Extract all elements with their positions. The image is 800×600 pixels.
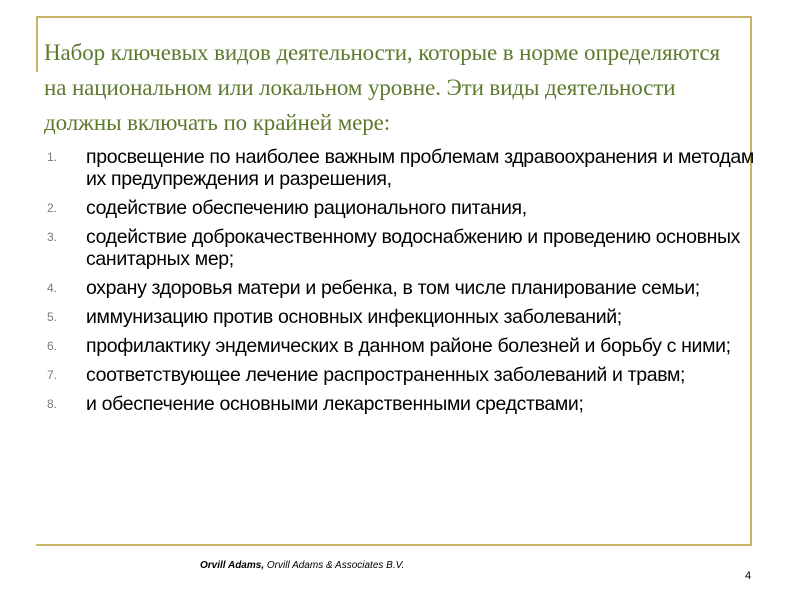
list-item-text: просвещение по наиболее важным проблемам здравоохранения и методам их предупреждения и разрешения, [86,146,754,190]
list-item [44,197,769,219]
activity-list [44,146,769,422]
list-item-text: содействие обеспечению рационального питания, [86,197,527,219]
list-item-text: охрану здоровья матери и ребенка, в том числе планирование семьи; [86,277,700,299]
frame-left-line [36,16,38,72]
page-number: 4 [745,570,752,582]
list-item [44,364,769,386]
list-item-text: иммунизацию против основных инфекционных заболеваний; [86,306,622,328]
slide-title: Набор ключевых видов деятельности, которые в норме определяются на национальном или локальном уровне. Эти виды деятельности должны включать по крайней мере: [44,40,721,135]
list-item-number: 7. [47,368,58,382]
list-item [44,393,769,415]
list-item-number: 1. [47,150,58,164]
list-item-number: 5. [47,310,58,324]
list-item-text: соответствующее лечение распространенных заболеваний и травм; [86,364,686,386]
list-item [44,277,769,299]
list-item [44,146,769,190]
list-item [44,335,769,357]
slide-footer [200,560,404,571]
list-item-text: и обеспечение основными лекарственными средствами; [86,393,584,415]
list-item-number: 6. [47,339,58,353]
list-item-text: содействие доброкачественному водоснабжению и проведению основных санитарных мер; [86,226,741,270]
list-item-number: 2. [47,201,58,215]
list-item-number: 4. [47,281,58,295]
list-item-number: 8. [47,397,58,411]
list-item [44,306,769,328]
footer-author: Orvill Adams, [200,560,265,571]
list-item-number: 3. [47,230,58,244]
list-item [44,226,769,270]
frame-bottom-line [36,544,752,546]
list-item-text: профилактику эндемических в данном районе болезней и борьбу с ними; [86,335,731,357]
footer-organization: Orvill Adams & Associates B.V. [264,560,405,571]
frame-top-line [36,16,752,18]
